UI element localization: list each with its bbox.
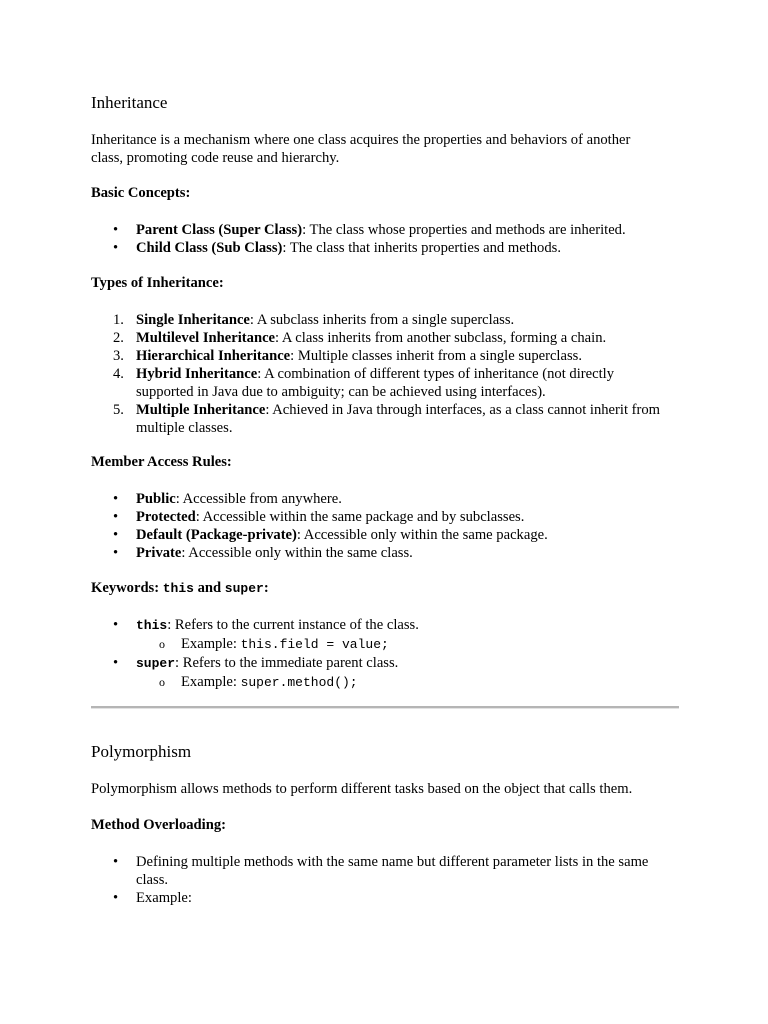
term: Default (Package-private) (136, 527, 297, 543)
types-list (91, 311, 681, 437)
description: : Accessible only within the same package. (296, 527, 548, 543)
example-label: Example: (181, 674, 241, 690)
term: Single Inheritance (136, 312, 250, 328)
inheritance-intro-line-1: Inheritance is a mechanism where one class acquires the properties and behaviors of another (91, 132, 631, 148)
term: Multilevel Inheritance (136, 330, 276, 346)
description: : A class inherits from another subclass, forming a chain. (275, 330, 607, 346)
basic-concepts-list (91, 221, 681, 257)
keyword: super (136, 656, 176, 671)
keyword-super: super (224, 581, 264, 596)
description: : Accessible only within the same class. (181, 545, 413, 561)
access-rules-list (91, 490, 681, 562)
list-item (91, 544, 681, 562)
list-item (91, 490, 681, 508)
description: : A subclass inherits from a single superclass. (249, 312, 515, 328)
bullet-icon: • (113, 240, 119, 256)
list-item (91, 221, 681, 239)
keywords-heading (91, 580, 269, 597)
description-continued: supported in Java due to ambiguity; can be achieved using interfaces). (136, 384, 546, 400)
term: Public (136, 491, 176, 507)
term: Private (136, 545, 182, 561)
list-item (91, 508, 681, 526)
description: : A combination of different types of inheritance (not directly (257, 366, 614, 382)
list-number: 2. (113, 330, 124, 346)
list-number: 1. (113, 312, 124, 328)
circle-bullet-icon: o (159, 675, 165, 689)
bullet-icon: • (113, 491, 119, 507)
description: : Accessible within the same package and by subclasses. (195, 509, 525, 525)
keywords-heading-suffix: : (263, 580, 269, 596)
description: Defining multiple methods with the same name but different parameter lists in the same (136, 854, 649, 870)
description: : Accessible from anywhere. (175, 491, 342, 507)
section-title-inheritance: Inheritance (91, 93, 168, 112)
bullet-icon: • (113, 890, 119, 906)
list-item (91, 401, 681, 437)
description: Example: (136, 890, 192, 906)
list-item (91, 311, 681, 329)
keywords-heading-mid: and (193, 580, 225, 596)
bullet-icon: • (113, 509, 119, 525)
description-continued: multiple classes. (136, 420, 233, 436)
bullet-icon: • (113, 655, 119, 671)
access-rules-heading: Member Access Rules: (91, 454, 232, 470)
term: Protected (136, 509, 196, 525)
bullet-icon: • (113, 222, 119, 238)
description-continued: class. (136, 872, 169, 888)
circle-bullet-icon: o (159, 637, 165, 651)
inheritance-intro (91, 131, 681, 167)
example-code: super.method(); (240, 675, 358, 690)
list-item (91, 329, 681, 347)
keywords-heading-prefix: Keywords: (91, 580, 163, 596)
bullet-icon: • (113, 854, 119, 870)
types-heading: Types of Inheritance: (91, 275, 224, 291)
description: : Multiple classes inherit from a single superclass. (290, 348, 582, 364)
sub-list (136, 673, 681, 692)
term: Hierarchical Inheritance (136, 348, 291, 364)
sub-list-item (136, 673, 681, 692)
horizontal-divider (91, 706, 679, 709)
term: Parent Class (Super Class) (136, 222, 303, 238)
keywords-list (91, 616, 681, 692)
bullet-icon: • (113, 617, 119, 633)
list-item (91, 526, 681, 544)
list-item (91, 853, 681, 889)
polymorphism-intro: Polymorphism allows methods to perform different tasks based on the object that calls them. (91, 781, 633, 797)
list-item (91, 347, 681, 365)
method-overloading-list (91, 853, 681, 907)
basic-concepts-heading: Basic Concepts: (91, 185, 191, 201)
bullet-icon: • (113, 527, 119, 543)
keyword: this (136, 618, 168, 633)
method-overloading-heading: Method Overloading: (91, 817, 226, 833)
sub-list (136, 635, 681, 654)
bullet-icon: • (113, 545, 119, 561)
example-label: Example: (181, 636, 241, 652)
term: Hybrid Inheritance (136, 366, 258, 382)
description: : The class whose properties and methods are inherited. (302, 222, 626, 238)
list-number: 3. (113, 348, 124, 364)
list-item (91, 365, 681, 401)
list-item (91, 616, 681, 654)
list-item (91, 654, 681, 692)
sub-list-item (136, 635, 681, 654)
description: : Refers to the current instance of the class. (167, 617, 419, 633)
term: Child Class (Sub Class) (136, 240, 283, 256)
description: : The class that inherits properties and methods. (282, 240, 561, 256)
list-item (91, 889, 681, 907)
inheritance-intro-line-2: class, promoting code reuse and hierarchy. (91, 150, 340, 166)
list-number: 4. (113, 366, 124, 382)
description: : Achieved in Java through interfaces, as a class cannot inherit from (265, 402, 661, 418)
section-title-polymorphism: Polymorphism (91, 742, 192, 761)
list-item (91, 239, 681, 257)
keyword-this: this (162, 581, 194, 596)
example-code: this.field = value; (240, 637, 389, 652)
list-number: 5. (113, 402, 124, 418)
term: Multiple Inheritance (136, 402, 266, 418)
description: : Refers to the immediate parent class. (175, 655, 399, 671)
